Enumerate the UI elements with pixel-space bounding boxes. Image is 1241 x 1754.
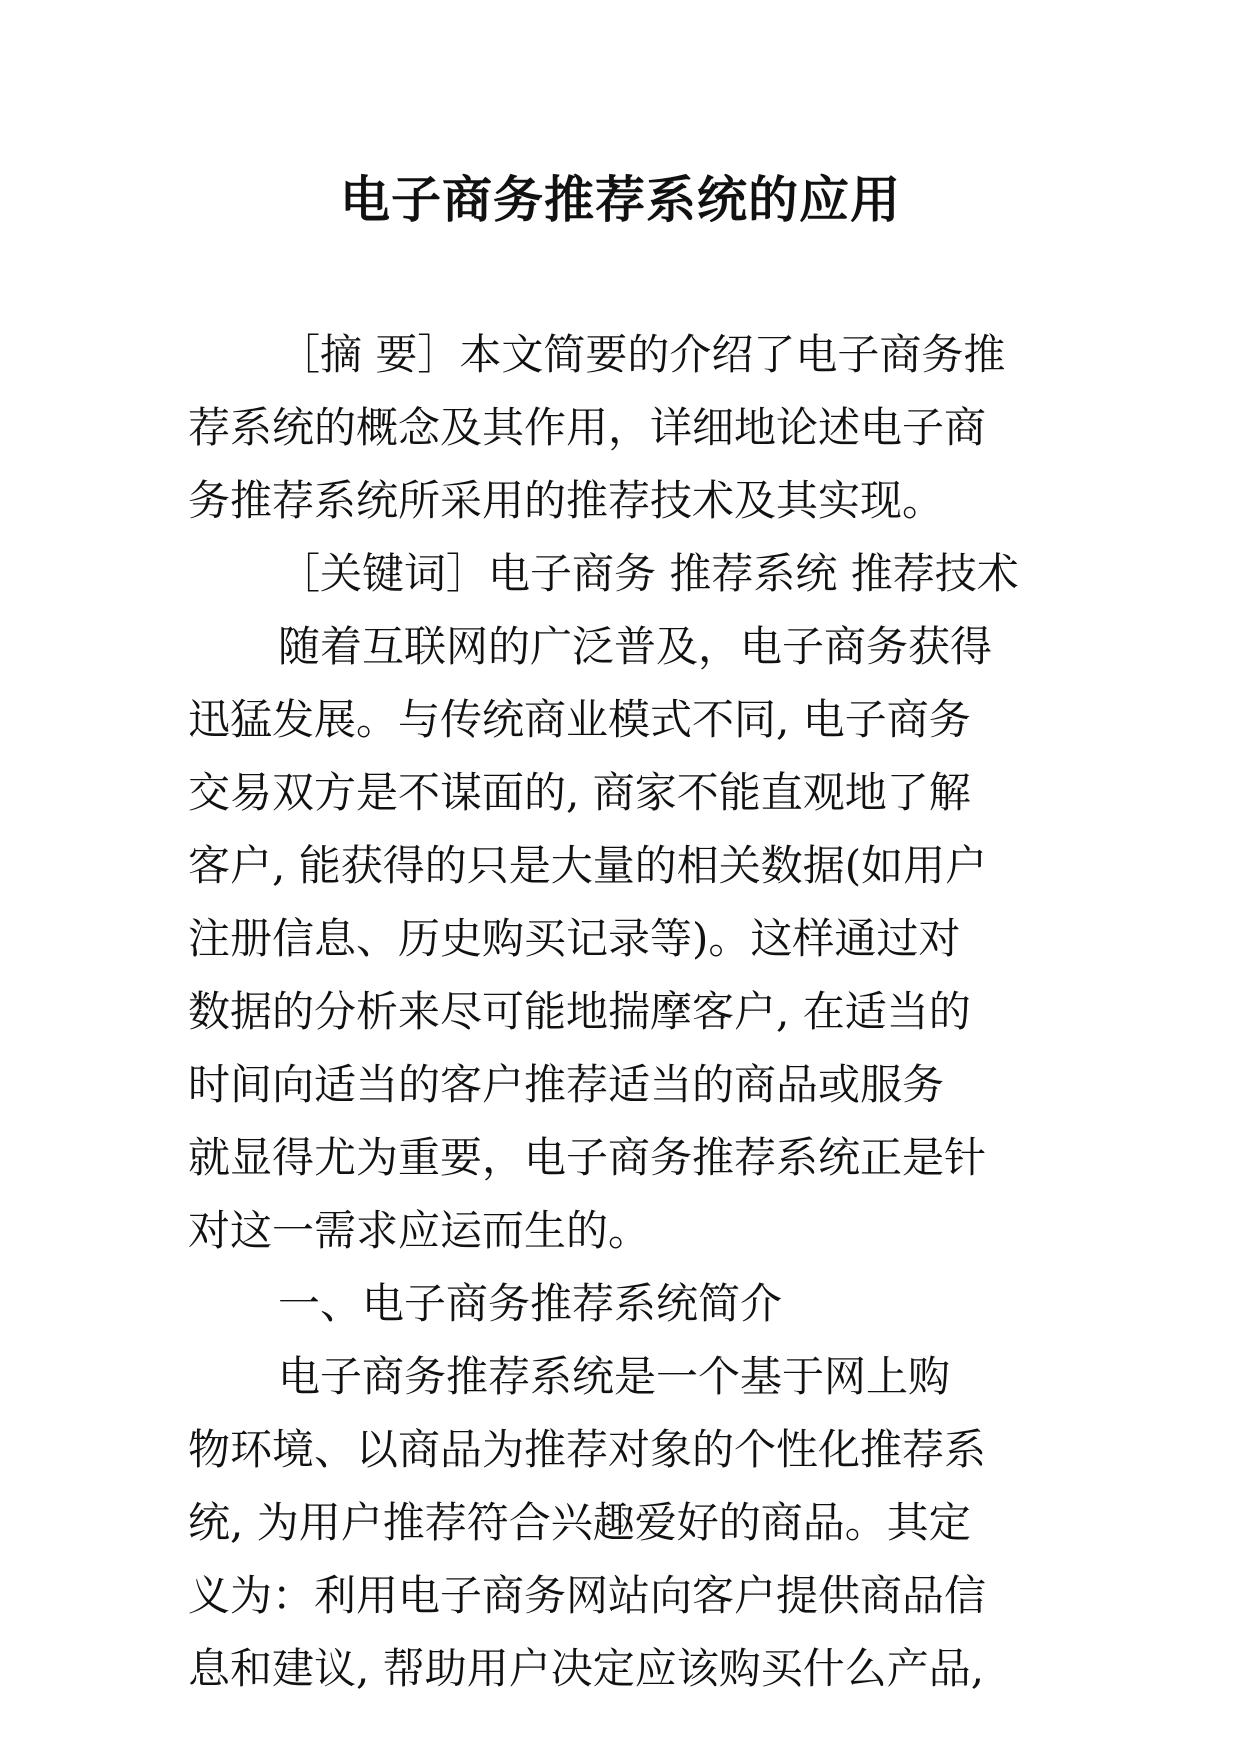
paragraph-line: 息和建议, 帮助用户决定应该购买什么产品, — [188, 1644, 985, 1693]
abstract-line: ［摘 要］本文简要的介绍了电子商务推 — [278, 330, 1006, 379]
paragraph-line: 电子商务推荐系统是一个基于网上购 — [278, 1352, 951, 1401]
paragraph-line: 时间向适当的客户推荐适当的商品或服务 — [188, 1060, 945, 1109]
paragraph-line: 统, 为用户推荐符合兴趣爱好的商品。其定 — [188, 1498, 971, 1547]
paragraph-line: 数据的分析来尽可能地揣摩客户, 在适当的 — [188, 987, 971, 1036]
document-body — [188, 318, 1068, 1705]
paragraph-line: 客户, 能获得的只是大量的相关数据(如用户 — [188, 841, 988, 890]
keywords-line: ［关键词］电子商务 推荐系统 推荐技术 — [278, 549, 1019, 598]
paragraph-line: 义为：利用电子商务网站向客户提供商品信 — [188, 1571, 987, 1620]
paragraph-line: 随着互联网的广泛普及，电子商务获得 — [278, 622, 993, 671]
paragraph-line: 对这一需求应运而生的。 — [188, 1206, 651, 1255]
abstract-line: 务推荐系统所采用的推荐技术及其实现。 — [188, 476, 945, 525]
paragraph-line: 就显得尤为重要，电子商务推荐系统正是针 — [188, 1133, 987, 1182]
abstract-line: 荐系统的概念及其作用，详细地论述电子商 — [188, 403, 987, 452]
paragraph-line: 迅猛发展。与传统商业模式不同, 电子商务 — [188, 695, 971, 744]
section-heading: 一、电子商务推荐系统简介 — [278, 1279, 783, 1328]
paragraph-line: 交易双方是不谋面的, 商家不能直观地了解 — [188, 768, 971, 817]
paragraph-line: 物环境、以商品为推荐对象的个性化推荐系 — [188, 1425, 987, 1474]
paragraph-line: 注册信息、历史购买记录等)。这样通过对 — [188, 914, 961, 963]
document-title: 电子商务推荐系统的应用 — [340, 170, 901, 229]
